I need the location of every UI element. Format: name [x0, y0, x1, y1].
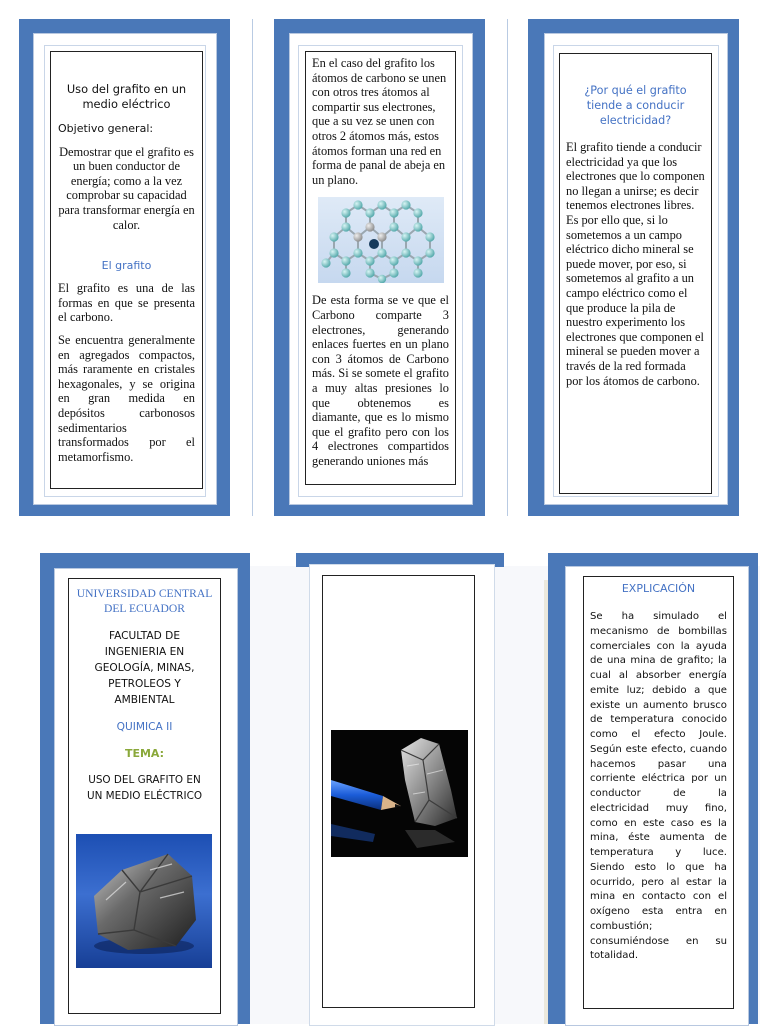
panel-2-textbox — [305, 51, 456, 485]
panel-2-paragraph-1: En el caso del grafito los átomos de carbono se unen con otros tres átomos al compartir sus electrones, que a su vez se unen con otros 2 átomos más, estos átomos forman una red en forma de panal de abeja en un plano. — [312, 56, 447, 187]
section-heading-graphite: El grafito — [101, 259, 152, 273]
graphite-lattice-icon — [318, 197, 444, 283]
explanation-heading: EXPLICACIÓN — [621, 582, 696, 595]
panel-2-paragraph-2: De esta forma se ve que el Carbono comparte 3 electrones, generando enlaces fuertes en un plano con 3 átomos de Carbono más. Si se somete el grafito a muy altas presiones lo que obtenemos es diamante, que es lo mismo que el grafito pero con los 4 electrones compartidos generando uniones más — [312, 293, 449, 468]
fold-line-1 — [252, 19, 253, 516]
tema-label: TEMA: — [124, 747, 165, 760]
panel-6-textbox — [583, 576, 734, 1009]
graphite-rock-icon — [76, 834, 212, 968]
panel-1-textbox — [50, 51, 203, 489]
panel-3-textbox — [559, 53, 712, 494]
university-name: UNIVERSIDAD CENTRAL DEL ECUADOR — [76, 587, 213, 615]
tema-text: USO DEL GRAFITO EN UN MEDIO ELÉCTRICO — [87, 774, 202, 802]
faculty-name: FACULTAD DE INGENIERIA EN GEOLOGÍA, MINAS, PETROLEOS Y AMBIENTAL — [94, 630, 195, 706]
panel-3-question: ¿Por qué el grafito tiende a conducir electricidad? — [584, 84, 687, 127]
pencil-and-graphite-icon — [331, 730, 468, 857]
fold-line-2 — [507, 19, 508, 516]
panel-1-paragraph-1: El grafito es una de las formas en que se presenta el carbono. — [58, 281, 195, 325]
panel-1-paragraph-2: Se encuentra generalmente en agregados compactos, más raramente en cristales hexagonales, y se origina en gran medida en depósitos carbonosos sedimentarios transformados por el metamorfismo. — [58, 332, 195, 464]
objective-text: Demostrar que el grafito es un buen conductor de energía; como a la vez comprobar su capacidad para transformar energía en calor. — [58, 144, 195, 232]
course-name: QUIMICA II — [116, 721, 173, 733]
panel-3-body: El grafito tiende a conducir electricidad ya que los electrones que lo componen no llegan a unirse; es decir tenemos electrones libres. Es por ello que, si lo sometemos a un campo eléctrico dicho mineral se puede mover, por eso, si sometemos al grafito a un campo eléctrico como el que produce la pila de nuestro experimento los electrones que componen el mineral se pueden mover a través de la red formada por los átomos de carbono. — [566, 140, 705, 388]
explanation-body: Se ha simulado el mecanismo de bombillas comerciales con la ayuda de una mina de grafito; la cual al absorber energía emite luz; debido a que existe un aumento brusco de temperatura conocido como el efecto Joule. Según este efecto, cuando hacemos pasar una corriente eléctrica por un conductor de la electricidad muy fino, como en este caso es la mina, éste aumenta de temperatura y luce. Siendo esto lo que ha ocurrido, pero al estar la mina en contacto con el oxígeno esta entra en combustión; consumiéndose en su totalidad. — [590, 611, 727, 962]
panel-1-title: Uso del grafito en un medio eléctrico — [66, 82, 187, 111]
objective-label: Objetivo general: — [58, 122, 154, 135]
